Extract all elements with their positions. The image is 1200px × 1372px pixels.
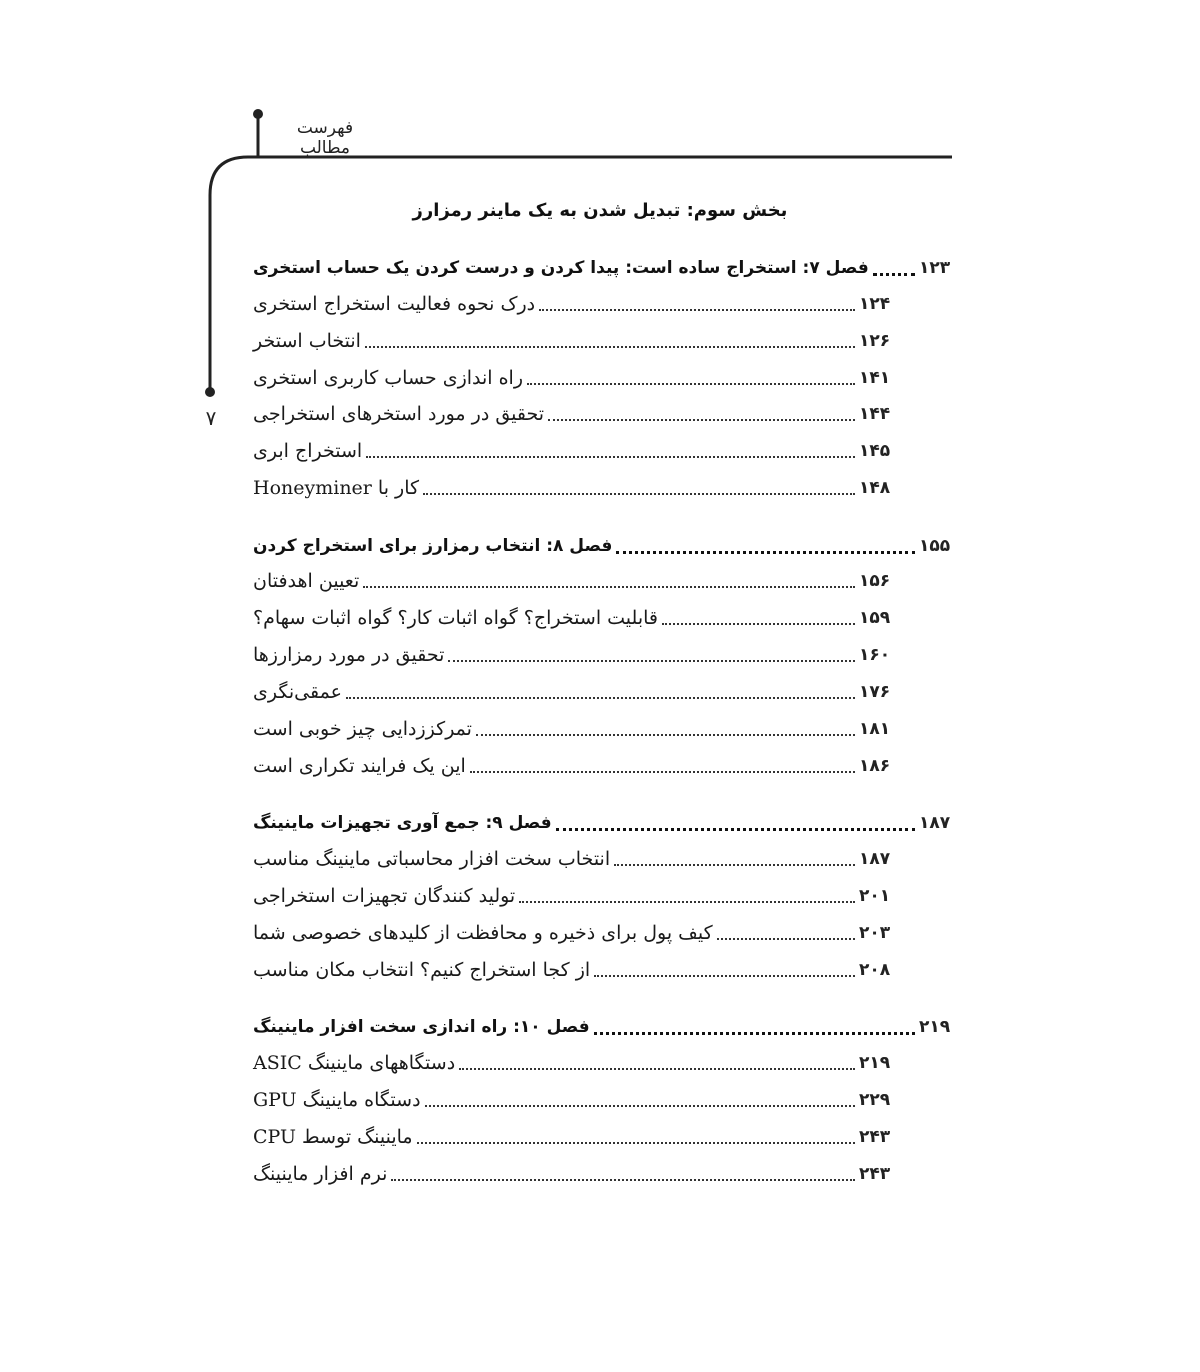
dot-leader (873, 273, 915, 276)
dot-leader (616, 551, 915, 554)
dot-leader (594, 975, 855, 977)
section-title: تحقیق در مورد استخرهای استخراجی (253, 403, 545, 425)
section-title: استخراج ابری (253, 440, 363, 462)
page-ref: ۱۲۶ (859, 331, 891, 351)
chapter-title: فصل ۷: استخراج ساده است: پیدا کردن و درست کردن یک حساب استخری (253, 258, 869, 278)
dot-leader (366, 456, 855, 458)
section-title: تعیین اهدفتان (253, 570, 360, 592)
section-title: ماینینگ توسط CPU (253, 1126, 413, 1148)
page-ref: ۱۷۶ (859, 682, 891, 702)
section-title: کار با Honeyminer (253, 477, 420, 499)
toc-entry[interactable] (250, 564, 895, 598)
toc-entry[interactable] (250, 842, 895, 876)
section-title: قابلیت استخراج؟ گواه اثبات کار؟ گواه اثبات سهام؟ (253, 607, 658, 629)
toc-entry[interactable] (250, 953, 895, 987)
section-title: عمقی‌نگری (253, 681, 342, 703)
page-ref: ۱۶۰ (859, 645, 891, 665)
page-ref: ۲۴۳ (859, 1164, 891, 1184)
page-ref: ۲۲۹ (859, 1090, 891, 1110)
page-ref: ۲۴۳ (859, 1127, 891, 1147)
dot-leader (614, 864, 855, 866)
toc-entry[interactable] (250, 434, 895, 468)
toc-entry[interactable] (250, 749, 895, 783)
dot-leader (476, 734, 855, 736)
section-title: تحقیق در مورد رمزارزها (253, 644, 445, 666)
dot-leader (391, 1179, 855, 1181)
toc-entry[interactable] (250, 675, 895, 709)
section-title: کیف پول برای ذخیره و محافظت از کلیدهای خصوصی شما (253, 922, 713, 944)
dot-leader (425, 1105, 855, 1107)
toc-entry[interactable] (250, 361, 895, 395)
toc-entry[interactable] (250, 638, 895, 672)
page-ref: ۱۸۶ (859, 756, 891, 776)
page-ref: ۱۲۳ (919, 258, 951, 278)
dot-leader (448, 660, 855, 662)
toc-entry[interactable] (250, 1083, 895, 1117)
section-title: از کجا استخراج کنیم؟ انتخاب مکان مناسب (253, 959, 591, 981)
page-ref: ۲۰۸ (859, 960, 891, 980)
dot-leader (363, 586, 855, 588)
section-title: تمرکززدایی چیز خوبی است (253, 718, 472, 740)
toc-entry[interactable] (250, 1046, 895, 1080)
chapter-title: فصل ۱۰: راه اندازی سخت افزار ماینینگ (253, 1017, 590, 1037)
page-number: ۷ (205, 406, 217, 430)
page-ref: ۱۴۸ (859, 478, 891, 498)
dot-leader (423, 493, 855, 495)
dot-leader (556, 828, 915, 831)
page-ref: ۱۸۷ (859, 849, 891, 869)
section-title: این یک فرایند تکراری است (253, 755, 466, 777)
section-title: انتخاب استخر (253, 330, 361, 352)
chapter-10-entry[interactable] (250, 1010, 955, 1044)
toc-entry[interactable] (250, 601, 895, 635)
page-ref: ۱۴۱ (859, 368, 891, 388)
page-ref: ۲۰۱ (859, 886, 891, 906)
dot-leader (470, 771, 855, 773)
dot-leader (417, 1142, 855, 1144)
page-ref: ۲۱۹ (919, 1017, 951, 1037)
page-ref: ۱۵۶ (859, 571, 891, 591)
chapter-title: فصل ۹: جمع آوری تجهیزات ماینینگ (253, 813, 552, 833)
chapter-8-entry[interactable] (250, 529, 955, 563)
toc-entry[interactable] (250, 916, 895, 950)
section-title: دستگاه ماینینگ GPU (253, 1089, 421, 1111)
toc-entry[interactable] (250, 1157, 895, 1191)
dot-leader (365, 346, 855, 348)
toc-entry[interactable] (250, 712, 895, 746)
page-ref: ۱۸۷ (919, 813, 951, 833)
part-title: بخش سوم: تبدیل شدن به یک ماینر رمزارز (412, 200, 788, 221)
section-title: انتخاب سخت افزار محاسباتی ماینینگ مناسب (253, 848, 611, 870)
page-ref: ۱۵۵ (919, 536, 951, 556)
dot-leader (527, 383, 855, 385)
page-ref: ۱۴۴ (859, 404, 891, 424)
dot-leader (548, 419, 855, 421)
page-ref: ۱۸۱ (859, 719, 891, 739)
page-ref: ۲۰۳ (859, 923, 891, 943)
dot-leader (459, 1068, 855, 1070)
toc-entry[interactable] (250, 471, 895, 505)
toc-entry[interactable] (250, 397, 895, 431)
dot-leader (717, 938, 855, 940)
dot-leader (662, 623, 855, 625)
section-title: دستگاههای ماینینگ ASIC (253, 1052, 456, 1074)
header-title: فهرست مطالب (296, 118, 354, 158)
section-title: راه اندازی حساب کاربری استخری (253, 367, 524, 389)
page-ref: ۱۵۹ (859, 608, 891, 628)
chapter-title: فصل ۸: انتخاب رمزارز برای استخراج کردن (253, 536, 613, 556)
chapter-9-entry[interactable] (250, 806, 955, 840)
dot-leader (519, 901, 855, 903)
toc-entry[interactable] (250, 287, 895, 321)
toc-entry[interactable] (250, 879, 895, 913)
chapter-7-entry[interactable] (250, 251, 955, 285)
toc-entry[interactable] (250, 324, 895, 358)
page-ref: ۲۱۹ (859, 1053, 891, 1073)
dot-leader (346, 697, 855, 699)
dot-leader (539, 309, 855, 311)
section-title: تولید کنندگان تجهیزات استخراجی (253, 885, 516, 907)
page-ref: ۱۲۴ (859, 294, 891, 314)
section-title: نرم افزار ماینینگ (253, 1163, 388, 1185)
dot-leader (594, 1032, 915, 1035)
section-title: درک نحوه فعالیت استخراج استخری (253, 293, 536, 315)
page-ref: ۱۴۵ (859, 441, 891, 461)
toc-entry[interactable] (250, 1120, 895, 1154)
